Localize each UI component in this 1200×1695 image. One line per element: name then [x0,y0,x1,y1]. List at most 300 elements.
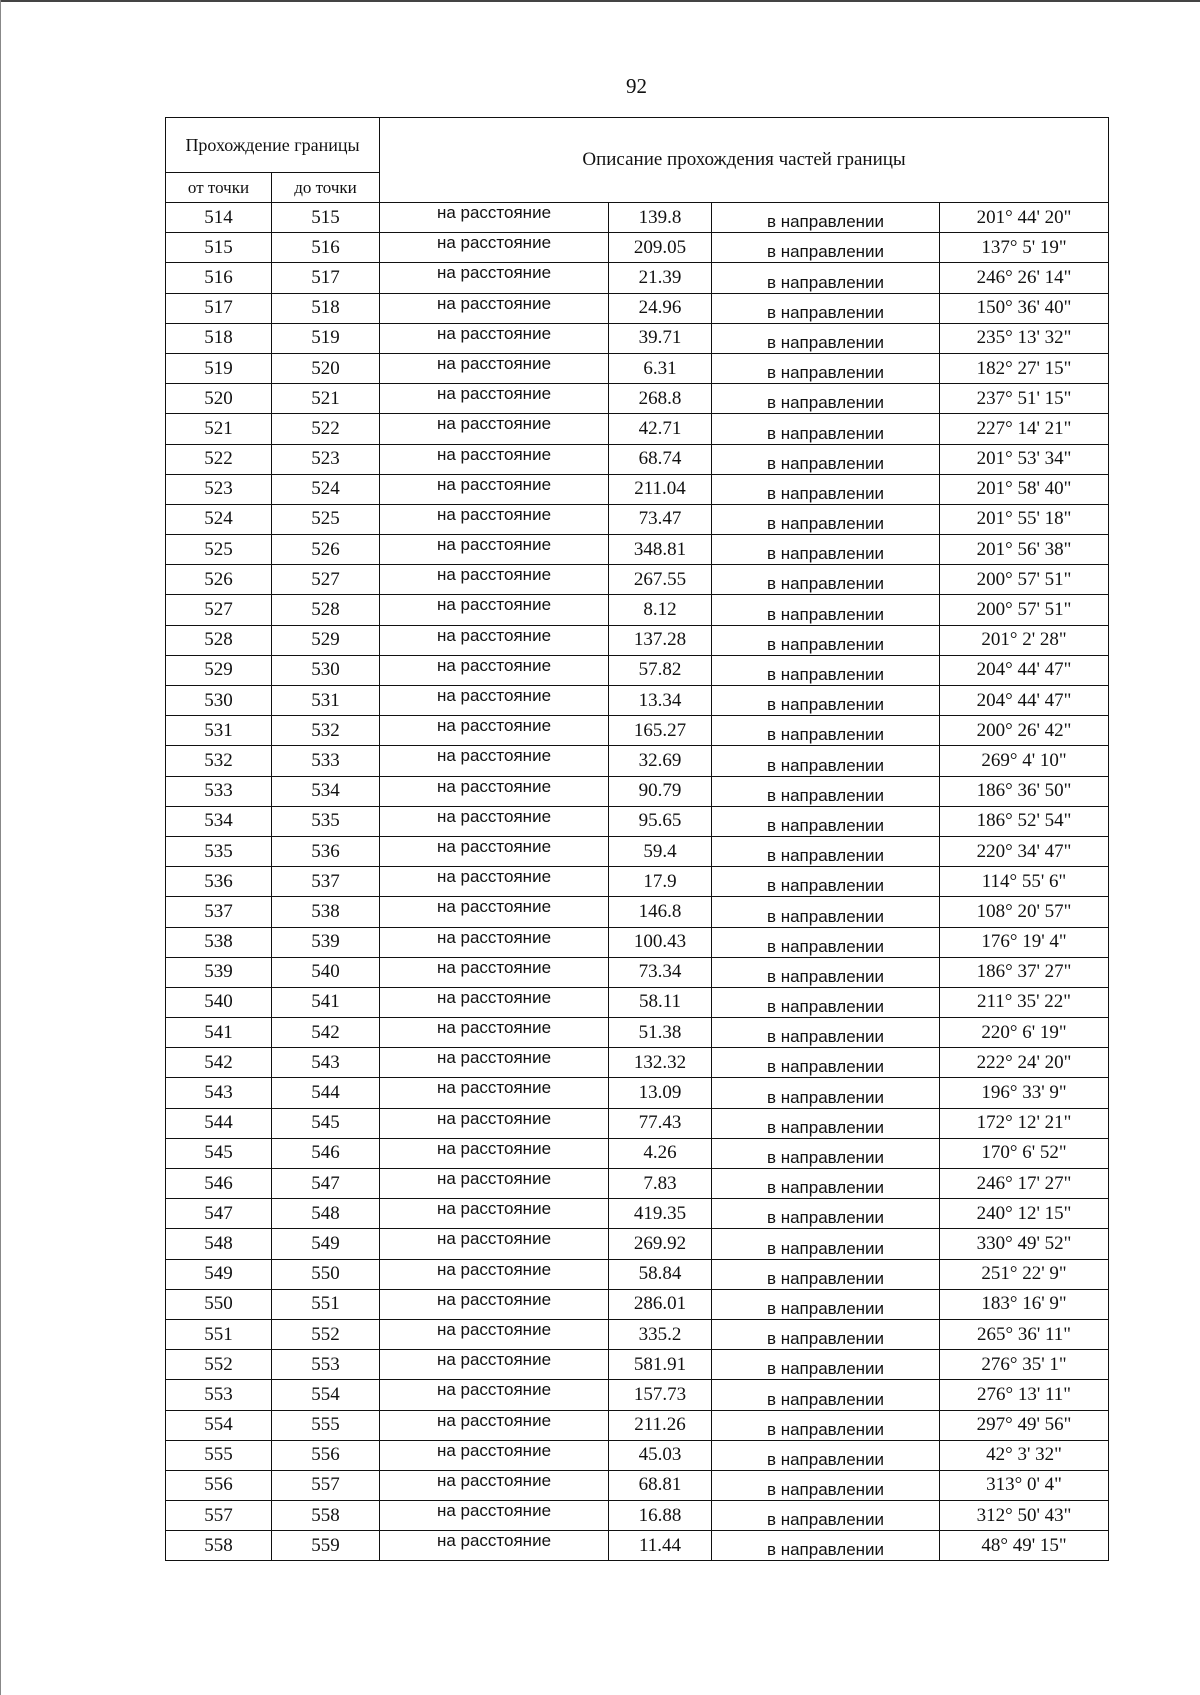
distance-label-cell: на расстояние [380,1229,609,1259]
table-row [166,1199,1109,1229]
to-point-cell: 551 [272,1289,380,1319]
from-point-cell: 514 [166,203,272,233]
to-point-cell: 519 [272,323,380,353]
distance-label-cell: на расстояние [380,474,609,504]
table-row [166,836,1109,866]
distance-label-cell: на расстояние [380,384,609,414]
table-row [166,957,1109,987]
direction-label-cell: в направлении [712,1108,940,1138]
to-point-cell: 523 [272,444,380,474]
table-row [166,806,1109,836]
direction-label-cell: в направлении [712,1018,940,1048]
distance-value-cell: 8.12 [609,595,712,625]
from-point-cell: 529 [166,655,272,685]
table-row [166,1380,1109,1410]
distance-value-cell: 7.83 [609,1169,712,1199]
to-point-cell: 544 [272,1078,380,1108]
to-point-cell: 543 [272,1048,380,1078]
distance-label-cell: на расстояние [380,686,609,716]
from-point-cell: 555 [166,1440,272,1470]
distance-value-cell: 286.01 [609,1289,712,1319]
from-point-header: от точки [166,173,272,203]
from-point-cell: 518 [166,323,272,353]
distance-value-cell: 42.71 [609,414,712,444]
from-point-cell: 520 [166,384,272,414]
direction-angle-cell: 312° 50' 43" [940,1501,1109,1531]
to-point-cell: 534 [272,776,380,806]
direction-angle-cell: 276° 13' 11" [940,1380,1109,1410]
distance-value-cell: 77.43 [609,1108,712,1138]
direction-angle-cell: 201° 58' 40" [940,474,1109,504]
distance-label-cell: на расстояние [380,323,609,353]
distance-value-cell: 419.35 [609,1199,712,1229]
direction-angle-cell: 313° 0' 4" [940,1470,1109,1500]
distance-label-cell: на расстояние [380,1470,609,1500]
direction-label-cell: в направлении [712,1440,940,1470]
direction-label-cell: в направлении [712,1501,940,1531]
direction-angle-cell: 204° 44' 47" [940,686,1109,716]
to-point-cell: 538 [272,897,380,927]
distance-value-cell: 73.34 [609,957,712,987]
table-row [166,1259,1109,1289]
to-point-cell: 532 [272,716,380,746]
to-point-cell: 545 [272,1108,380,1138]
to-point-cell: 555 [272,1410,380,1440]
distance-label-cell: на расстояние [380,806,609,836]
distance-label-cell: на расстояние [380,535,609,565]
from-point-cell: 525 [166,535,272,565]
from-point-cell: 516 [166,263,272,293]
direction-angle-cell: 237° 51' 15" [940,384,1109,414]
direction-angle-cell: 330° 49' 52" [940,1229,1109,1259]
description-header: Описание прохождения частей границы [380,118,1109,203]
from-point-cell: 548 [166,1229,272,1259]
from-point-cell: 552 [166,1350,272,1380]
table-row [166,987,1109,1017]
table-row [166,233,1109,263]
from-point-cell: 530 [166,686,272,716]
direction-angle-cell: 201° 53' 34" [940,444,1109,474]
distance-value-cell: 57.82 [609,655,712,685]
table-row [166,444,1109,474]
distance-label-cell: на расстояние [380,1380,609,1410]
direction-label-cell: в направлении [712,746,940,776]
to-point-cell: 547 [272,1169,380,1199]
direction-label-cell: в направлении [712,1078,940,1108]
from-point-cell: 557 [166,1501,272,1531]
table-row [166,897,1109,927]
direction-angle-cell: 186° 52' 54" [940,806,1109,836]
direction-angle-cell: 114° 55' 6" [940,867,1109,897]
to-point-cell: 559 [272,1531,380,1561]
table-row [166,1319,1109,1349]
distance-label-cell: на расстояние [380,1138,609,1168]
table-row [166,384,1109,414]
direction-angle-cell: 269° 4' 10" [940,746,1109,776]
direction-label-cell: в направлении [712,987,940,1017]
from-point-cell: 547 [166,1199,272,1229]
distance-label-cell: на расстояние [380,414,609,444]
from-point-cell: 542 [166,1048,272,1078]
to-point-cell: 553 [272,1350,380,1380]
distance-label-cell: на расстояние [380,746,609,776]
to-point-cell: 550 [272,1259,380,1289]
table-row [166,595,1109,625]
to-point-cell: 529 [272,625,380,655]
direction-label-cell: в направлении [712,1169,940,1199]
direction-label-cell: в направлении [712,957,940,987]
from-point-cell: 522 [166,444,272,474]
direction-angle-cell: 108° 20' 57" [940,897,1109,927]
distance-value-cell: 4.26 [609,1138,712,1168]
page-number: 92 [626,74,647,98]
distance-value-cell: 165.27 [609,716,712,746]
distance-value-cell: 32.69 [609,746,712,776]
distance-label-cell: на расстояние [380,716,609,746]
from-point-cell: 517 [166,293,272,323]
to-point-header: до точки [272,173,380,203]
from-point-cell: 545 [166,1138,272,1168]
to-point-cell: 540 [272,957,380,987]
distance-value-cell: 132.32 [609,1048,712,1078]
distance-value-cell: 51.38 [609,1018,712,1048]
from-point-cell: 524 [166,504,272,534]
table-row [166,1470,1109,1500]
table-row [166,293,1109,323]
direction-angle-cell: 48° 49' 15" [940,1531,1109,1561]
direction-label-cell: в направлении [712,263,940,293]
direction-angle-cell: 220° 6' 19" [940,1018,1109,1048]
table-row [166,1350,1109,1380]
direction-label-cell: в направлении [712,1138,940,1168]
table-row [166,1018,1109,1048]
distance-value-cell: 137.28 [609,625,712,655]
from-point-cell: 519 [166,353,272,383]
direction-label-cell: в направлении [712,927,940,957]
to-point-cell: 530 [272,655,380,685]
to-point-cell: 525 [272,504,380,534]
from-point-cell: 543 [166,1078,272,1108]
direction-angle-cell: 246° 17' 27" [940,1169,1109,1199]
table-row [166,716,1109,746]
distance-value-cell: 24.96 [609,293,712,323]
distance-value-cell: 100.43 [609,927,712,957]
distance-label-cell: на расстояние [380,565,609,595]
distance-label-cell: на расстояние [380,504,609,534]
to-point-cell: 558 [272,1501,380,1531]
from-point-cell: 541 [166,1018,272,1048]
to-point-cell: 518 [272,293,380,323]
direction-angle-cell: 227° 14' 21" [940,414,1109,444]
distance-value-cell: 73.47 [609,504,712,534]
direction-angle-cell: 183° 16' 9" [940,1289,1109,1319]
table-row [166,655,1109,685]
from-point-cell: 526 [166,565,272,595]
table-row [166,1108,1109,1138]
direction-label-cell: в направлении [712,625,940,655]
from-point-cell: 536 [166,867,272,897]
direction-label-cell: в направлении [712,444,940,474]
to-point-cell: 531 [272,686,380,716]
distance-label-cell: на расстояние [380,1531,609,1561]
direction-label-cell: в направлении [712,565,940,595]
direction-label-cell: в направлении [712,535,940,565]
distance-value-cell: 68.74 [609,444,712,474]
from-point-cell: 528 [166,625,272,655]
direction-angle-cell: 172° 12' 21" [940,1108,1109,1138]
to-point-cell: 539 [272,927,380,957]
to-point-cell: 516 [272,233,380,263]
from-point-cell: 523 [166,474,272,504]
distance-value-cell: 58.11 [609,987,712,1017]
distance-value-cell: 21.39 [609,263,712,293]
distance-value-cell: 211.26 [609,1410,712,1440]
distance-value-cell: 267.55 [609,565,712,595]
direction-label-cell: в направлении [712,1470,940,1500]
direction-angle-cell: 297° 49' 56" [940,1410,1109,1440]
direction-label-cell: в направлении [712,1531,940,1561]
to-point-cell: 521 [272,384,380,414]
from-point-cell: 544 [166,1108,272,1138]
direction-label-cell: в направлении [712,1289,940,1319]
to-point-cell: 541 [272,987,380,1017]
direction-angle-cell: 211° 35' 22" [940,987,1109,1017]
from-point-cell: 532 [166,746,272,776]
distance-value-cell: 11.44 [609,1531,712,1561]
to-point-cell: 548 [272,1199,380,1229]
direction-angle-cell: 222° 24' 20" [940,1048,1109,1078]
table-row [166,686,1109,716]
to-point-cell: 517 [272,263,380,293]
distance-label-cell: на расстояние [380,1199,609,1229]
direction-angle-cell: 220° 34' 47" [940,836,1109,866]
distance-label-cell: на расстояние [380,625,609,655]
direction-angle-cell: 276° 35' 1" [940,1350,1109,1380]
direction-label-cell: в направлении [712,686,940,716]
distance-label-cell: на расстояние [380,867,609,897]
distance-label-cell: на расстояние [380,1440,609,1470]
direction-label-cell: в направлении [712,867,940,897]
distance-value-cell: 13.09 [609,1078,712,1108]
table-row [166,504,1109,534]
direction-angle-cell: 42° 3' 32" [940,1440,1109,1470]
distance-label-cell: на расстояние [380,1350,609,1380]
direction-angle-cell: 186° 36' 50" [940,776,1109,806]
distance-label-cell: на расстояние [380,1501,609,1531]
direction-label-cell: в направлении [712,1048,940,1078]
direction-angle-cell: 240° 12' 15" [940,1199,1109,1229]
direction-angle-cell: 246° 26' 14" [940,263,1109,293]
table-row [166,353,1109,383]
table-row [166,263,1109,293]
from-point-cell: 558 [166,1531,272,1561]
to-point-cell: 524 [272,474,380,504]
to-point-cell: 515 [272,203,380,233]
direction-label-cell: в направлении [712,806,940,836]
distance-label-cell: на расстояние [380,776,609,806]
direction-label-cell: в направлении [712,474,940,504]
distance-value-cell: 16.88 [609,1501,712,1531]
distance-label-cell: на расстояние [380,1319,609,1349]
distance-value-cell: 269.92 [609,1229,712,1259]
from-point-cell: 539 [166,957,272,987]
direction-label-cell: в направлении [712,414,940,444]
to-point-cell: 554 [272,1380,380,1410]
distance-label-cell: на расстояние [380,595,609,625]
table-row [166,1289,1109,1319]
to-point-cell: 535 [272,806,380,836]
table-row [166,746,1109,776]
table-row [166,1048,1109,1078]
table-row [166,414,1109,444]
distance-label-cell: на расстояние [380,1048,609,1078]
distance-value-cell: 268.8 [609,384,712,414]
direction-angle-cell: 186° 37' 27" [940,957,1109,987]
table-row [166,867,1109,897]
distance-label-cell: на расстояние [380,957,609,987]
from-point-cell: 538 [166,927,272,957]
direction-angle-cell: 170° 6' 52" [940,1138,1109,1168]
passage-group-header: Прохождение границы [166,118,380,173]
direction-angle-cell: 182° 27' 15" [940,353,1109,383]
table-row [166,1531,1109,1561]
from-point-cell: 551 [166,1319,272,1349]
page-edge-left [0,0,1,1695]
page-edge-top [0,0,1200,2]
from-point-cell: 556 [166,1470,272,1500]
from-point-cell: 540 [166,987,272,1017]
direction-label-cell: в направлении [712,776,940,806]
to-point-cell: 557 [272,1470,380,1500]
to-point-cell: 546 [272,1138,380,1168]
from-point-cell: 553 [166,1380,272,1410]
distance-label-cell: на расстояние [380,233,609,263]
direction-label-cell: в направлении [712,1199,940,1229]
distance-value-cell: 6.31 [609,353,712,383]
direction-angle-cell: 150° 36' 40" [940,293,1109,323]
distance-value-cell: 146.8 [609,897,712,927]
to-point-cell: 549 [272,1229,380,1259]
to-point-cell: 520 [272,353,380,383]
direction-angle-cell: 201° 44' 20" [940,203,1109,233]
distance-value-cell: 95.65 [609,806,712,836]
from-point-cell: 533 [166,776,272,806]
distance-label-cell: на расстояние [380,927,609,957]
table-header [166,118,1109,203]
table-row [166,323,1109,353]
distance-label-cell: на расстояние [380,1078,609,1108]
direction-angle-cell: 200° 57' 51" [940,595,1109,625]
direction-angle-cell: 201° 2' 28" [940,625,1109,655]
to-point-cell: 528 [272,595,380,625]
direction-label-cell: в направлении [712,716,940,746]
distance-value-cell: 39.71 [609,323,712,353]
table-row [166,927,1109,957]
from-point-cell: 550 [166,1289,272,1319]
direction-label-cell: в направлении [712,1410,940,1440]
distance-value-cell: 581.91 [609,1350,712,1380]
direction-angle-cell: 204° 44' 47" [940,655,1109,685]
direction-label-cell: в направлении [712,1319,940,1349]
to-point-cell: 527 [272,565,380,595]
distance-value-cell: 90.79 [609,776,712,806]
table-row [166,625,1109,655]
from-point-cell: 527 [166,595,272,625]
direction-label-cell: в направлении [712,1380,940,1410]
direction-angle-cell: 235° 13' 32" [940,323,1109,353]
distance-label-cell: на расстояние [380,897,609,927]
distance-value-cell: 139.8 [609,203,712,233]
distance-value-cell: 59.4 [609,836,712,866]
to-point-cell: 536 [272,836,380,866]
direction-angle-cell: 196° 33' 9" [940,1078,1109,1108]
to-point-cell: 533 [272,746,380,776]
distance-label-cell: на расстояние [380,293,609,323]
direction-label-cell: в направлении [712,836,940,866]
table-row [166,474,1109,504]
distance-label-cell: на расстояние [380,353,609,383]
table-row [166,565,1109,595]
table-row [166,203,1109,233]
direction-angle-cell: 201° 56' 38" [940,535,1109,565]
distance-label-cell: на расстояние [380,836,609,866]
direction-label-cell: в направлении [712,504,940,534]
table-row [166,1440,1109,1470]
distance-label-cell: на расстояние [380,1410,609,1440]
direction-angle-cell: 200° 26' 42" [940,716,1109,746]
to-point-cell: 556 [272,1440,380,1470]
distance-label-cell: на расстояние [380,444,609,474]
distance-label-cell: на расстояние [380,263,609,293]
direction-label-cell: в направлении [712,323,940,353]
from-point-cell: 521 [166,414,272,444]
table-row [166,1078,1109,1108]
from-point-cell: 515 [166,233,272,263]
distance-label-cell: на расстояние [380,1169,609,1199]
direction-label-cell: в направлении [712,203,940,233]
direction-label-cell: в направлении [712,1229,940,1259]
to-point-cell: 537 [272,867,380,897]
distance-value-cell: 209.05 [609,233,712,263]
direction-label-cell: в направлении [712,384,940,414]
distance-value-cell: 157.73 [609,1380,712,1410]
from-point-cell: 535 [166,836,272,866]
distance-value-cell: 335.2 [609,1319,712,1349]
direction-label-cell: в направлении [712,1259,940,1289]
header-row-group [166,118,1109,173]
table-row [166,1169,1109,1199]
direction-angle-cell: 176° 19' 4" [940,927,1109,957]
distance-label-cell: на расстояние [380,1259,609,1289]
direction-label-cell: в направлении [712,293,940,323]
table-row [166,1229,1109,1259]
distance-label-cell: на расстояние [380,1018,609,1048]
distance-label-cell: на расстояние [380,1108,609,1138]
to-point-cell: 542 [272,1018,380,1048]
direction-angle-cell: 251° 22' 9" [940,1259,1109,1289]
direction-angle-cell: 137° 5' 19" [940,233,1109,263]
direction-angle-cell: 200° 57' 51" [940,565,1109,595]
direction-angle-cell: 265° 36' 11" [940,1319,1109,1349]
from-point-cell: 534 [166,806,272,836]
distance-label-cell: на расстояние [380,1289,609,1319]
table-body [166,203,1109,1561]
table-row [166,1501,1109,1531]
boundary-table [165,117,1109,1561]
direction-angle-cell: 201° 55' 18" [940,504,1109,534]
from-point-cell: 546 [166,1169,272,1199]
direction-label-cell: в направлении [712,897,940,927]
